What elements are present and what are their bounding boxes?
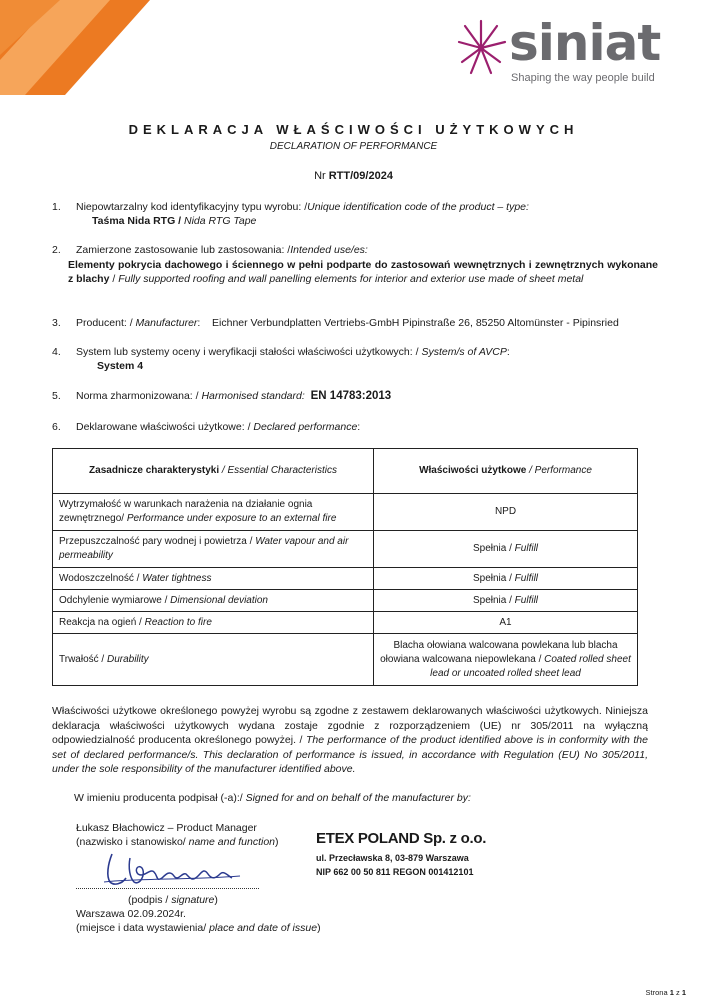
header-pl: Właściwości użytkowe [419,465,527,476]
brand-tagline: Shaping the way people build [511,72,655,84]
characteristic-cell: Wodoszczelność / Water tightness [53,568,374,590]
table-row [53,531,638,568]
place-date-label: (miejsce i data wystawienia/ place and date of issue) [76,922,321,934]
star-burst-icon [457,18,509,76]
performance-cell: A1 [374,612,638,634]
siniat-logo [457,14,672,88]
section-number: 2. [52,244,61,256]
intended-use-en: Fully supported roofing and wall panelling elements for interior and exterior use made of sheet metal [118,273,584,285]
performance-cell: Blacha ołowiana walcowana powlekana lub blacha ołowiana walcowana niepowlekana / Coated rolled sheet lead or uncoated rolled sheet lead [374,634,638,686]
section-label-en: Manufacturer [135,317,198,329]
avcp-system-value: System 4 [97,360,144,372]
signed-on-behalf: W imieniu producenta podpisał (-a):/ Signed for and on behalf of the manufacturer by: [74,792,471,804]
signatory-name-label: (nazwisko i stanowisko/ name and function) [76,836,279,848]
section-label-en: Intended use/es: [290,244,368,256]
table-row [53,590,638,612]
product-name-en: Nida RTG Tape [184,215,257,227]
section-number: 5. [52,390,61,402]
section-label: Norma zharmonizowana: / [76,390,202,402]
characteristic-cell: Trwałość / Durability [53,634,374,686]
stamp-address: ul. Przecławska 8, 03-879 Warszawa [316,853,469,863]
colon: : [197,317,201,329]
section-number: 1. [52,201,61,213]
colon: : [506,346,510,358]
header-en: / Performance [526,465,592,476]
intended-use [68,258,658,286]
manufacturer-value: Eichner Verbundplatten Vertriebs-GmbH Pipinstraße 26, 85250 Altomünster - Pipinsried [212,317,619,329]
section-number: 4. [52,346,61,358]
table-header-cell [53,449,374,494]
table-row [53,568,638,590]
table-row [53,634,638,686]
brand-name: siniat [509,14,661,72]
signature-label: (podpis / signature) [128,894,218,906]
section-number: 3. [52,317,61,329]
performance-table [52,448,638,686]
signatory-name: Łukasz Błachowicz – Product Manager [76,822,257,834]
number-value: RTT/09/2024 [328,170,393,182]
document-number [0,170,707,182]
section-label: Deklarowane właściwości użytkowe: / [76,421,254,433]
performance-cell: Spełnia / Fulfill [374,531,638,568]
table-row [53,612,638,634]
page-number: Strona 1 z 1 [645,988,686,997]
conformity-pl: Właściwości użytkowe określonego powyżej wyrobu są zgodne z zestawem deklarowanych właściwości użytkowych. Niniejsza deklaracja właściwości użytkowych wydana zostaje zgodnie z rozporządzeniem (UE) nr 305/2011 na wyłączną odpowiedzialność producenta określonego powyżej. / [52,705,648,746]
company-stamp [316,830,486,879]
separator: / [109,273,119,285]
signature-line [76,888,259,889]
stamp-ids: NIP 662 00 50 811 REGON 001412101 [316,867,474,877]
document-title: DEKLARACJA WŁAŚCIWOŚCI UŻYTKOWYCH [128,122,579,137]
section-label: Zamierzone zastosowanie lub zastosowania: / [76,244,291,256]
product-name: Taśma Nida RTG / [92,215,184,227]
characteristic-cell: Przepuszczalność pary wodnej i powietrza / Water vapour and air permeability [53,531,374,568]
characteristic-cell: Odchylenie wymiarowe / Dimensional deviation [53,590,374,612]
conformity-en: The performance of the product identified above is in conformity with the set of declared performance/s. This declaration of performance is issued, in accordance with Regulation (EU) No 305/2011, under the sole responsibility of the manufacturer identified above. [52,734,648,775]
header-en: / Essential Characteristics [219,465,337,476]
section-label-en: System/s of AVCP [421,346,507,358]
section-label: System lub systemy oceny i weryfikacji stałości właściwości użytkowych: / [76,346,422,358]
section-label-en: Unique identification code of the product – type: [307,201,529,213]
performance-cell: Spełnia / Fulfill [374,590,638,612]
corner-decoration [0,0,150,95]
document-subtitle: DECLARATION OF PERFORMANCE [269,141,438,152]
performance-cell: Spełnia / Fulfill [374,568,638,590]
section-label-en: Harmonised standard: [201,390,305,402]
performance-cell: NPD [374,494,638,531]
standard-value: EN 14783:2013 [310,390,392,402]
section-label: Niepowtarzalny kod identyfikacyjny typu wyrobu: / [76,201,308,213]
table-row [53,494,638,531]
colon: : [357,421,361,433]
intended-use-pl: Elementy pokrycia dachowego i ściennego w pełni podparte do zastosowań wewnętrznych i zewnętrznych wykonane z blachy [68,259,658,285]
place-date: Warszawa 02.09.2024r. [76,908,186,920]
conformity-statement [52,704,648,777]
section-label-en: Declared performance [253,421,358,433]
characteristic-cell: Wytrzymałość w warunkach narażenia na działanie ognia zewnętrznego/ Performance under exposure to an external fire [53,494,374,531]
number-prefix: Nr [314,170,329,182]
table-header-cell [374,449,638,494]
characteristic-cell: Reakcja na ogień / Reaction to fire [53,612,374,634]
handwritten-signature [100,848,250,888]
section-label: Producent: / [76,317,136,329]
section-number: 6. [52,421,61,433]
stamp-company: ETEX POLAND Sp. z o.o. [316,830,487,847]
table-header-row [53,449,638,494]
header-pl: Zasadnicze charakterystyki [89,465,220,476]
